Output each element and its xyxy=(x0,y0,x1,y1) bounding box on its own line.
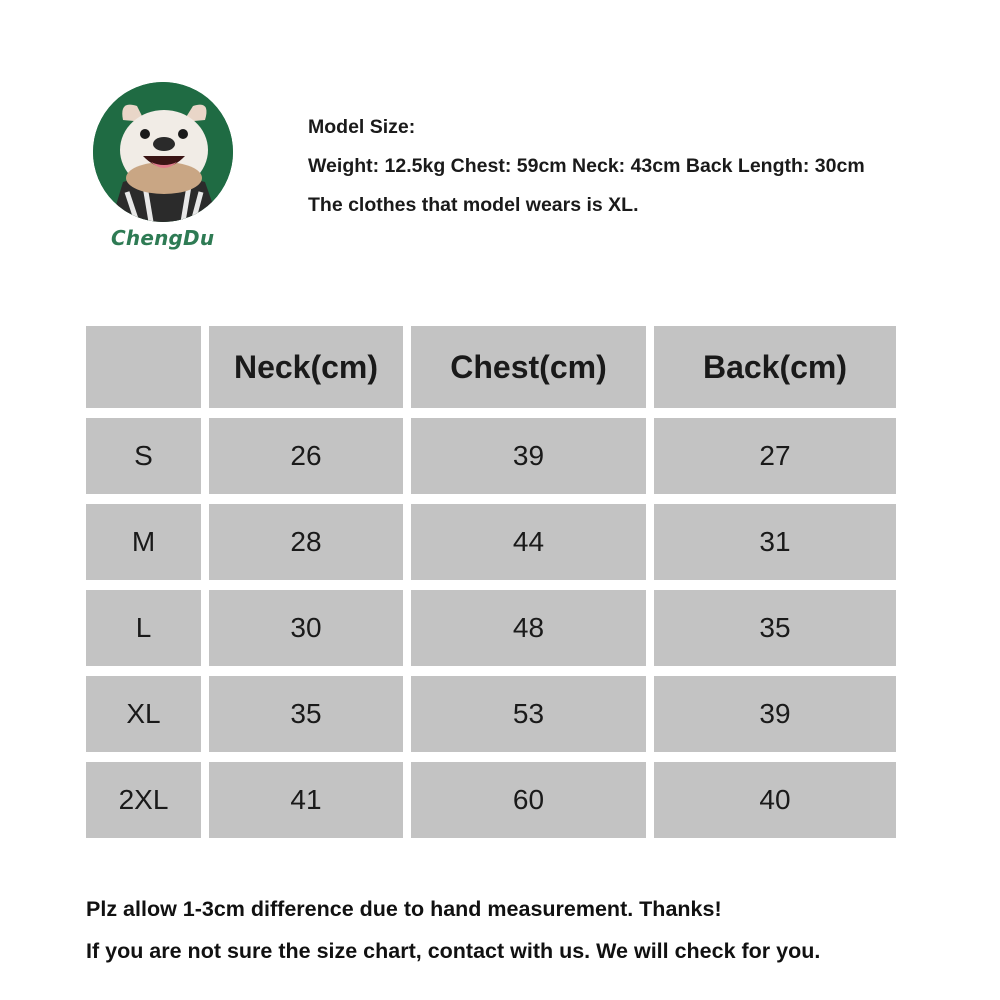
table-cell-chest: 53 xyxy=(411,676,646,752)
table-size-label: L xyxy=(86,590,201,666)
table-size-label: XL xyxy=(86,676,201,752)
table-cell-neck: 41 xyxy=(209,762,403,838)
table-size-label: 2XL xyxy=(86,762,201,838)
table-header-chest: Chest(cm) xyxy=(411,326,646,408)
table-header-back: Back(cm) xyxy=(654,326,896,408)
table-cell-back: 39 xyxy=(654,676,896,752)
size-chart-table xyxy=(78,318,904,842)
footer-notes xyxy=(86,888,820,972)
table-size-label: S xyxy=(86,418,201,494)
table-cell-chest: 39 xyxy=(411,418,646,494)
table-cell-back: 35 xyxy=(654,590,896,666)
model-size-heading: Model Size: xyxy=(308,116,416,138)
table-cell-chest: 44 xyxy=(411,504,646,580)
table-cell-neck: 26 xyxy=(209,418,403,494)
table-header-corner xyxy=(86,326,201,408)
model-size-info xyxy=(308,108,865,225)
measurement-note: Plz allow 1-3cm difference due to hand measurement. Thanks! xyxy=(86,897,722,921)
table-cell-back: 31 xyxy=(654,504,896,580)
model-measurements: Weight: 12.5kg Chest: 59cm Neck: 43cm Back Length: 30cm xyxy=(308,155,865,177)
table-cell-back: 27 xyxy=(654,418,896,494)
brand-name: ChengDu xyxy=(111,226,215,250)
table-cell-back: 40 xyxy=(654,762,896,838)
table-cell-chest: 48 xyxy=(411,590,646,666)
contact-note: If you are not sure the size chart, contact with us. We will check for you. xyxy=(86,939,821,963)
table-size-label: M xyxy=(86,504,201,580)
table-cell-neck: 28 xyxy=(209,504,403,580)
table-header-neck: Neck(cm) xyxy=(209,326,403,408)
table-cell-neck: 30 xyxy=(209,590,403,666)
model-size-note: The clothes that model wears is XL. xyxy=(308,194,639,216)
bulldog-avatar-icon xyxy=(93,82,233,222)
table-cell-neck: 35 xyxy=(209,676,403,752)
table-cell-chest: 60 xyxy=(411,762,646,838)
